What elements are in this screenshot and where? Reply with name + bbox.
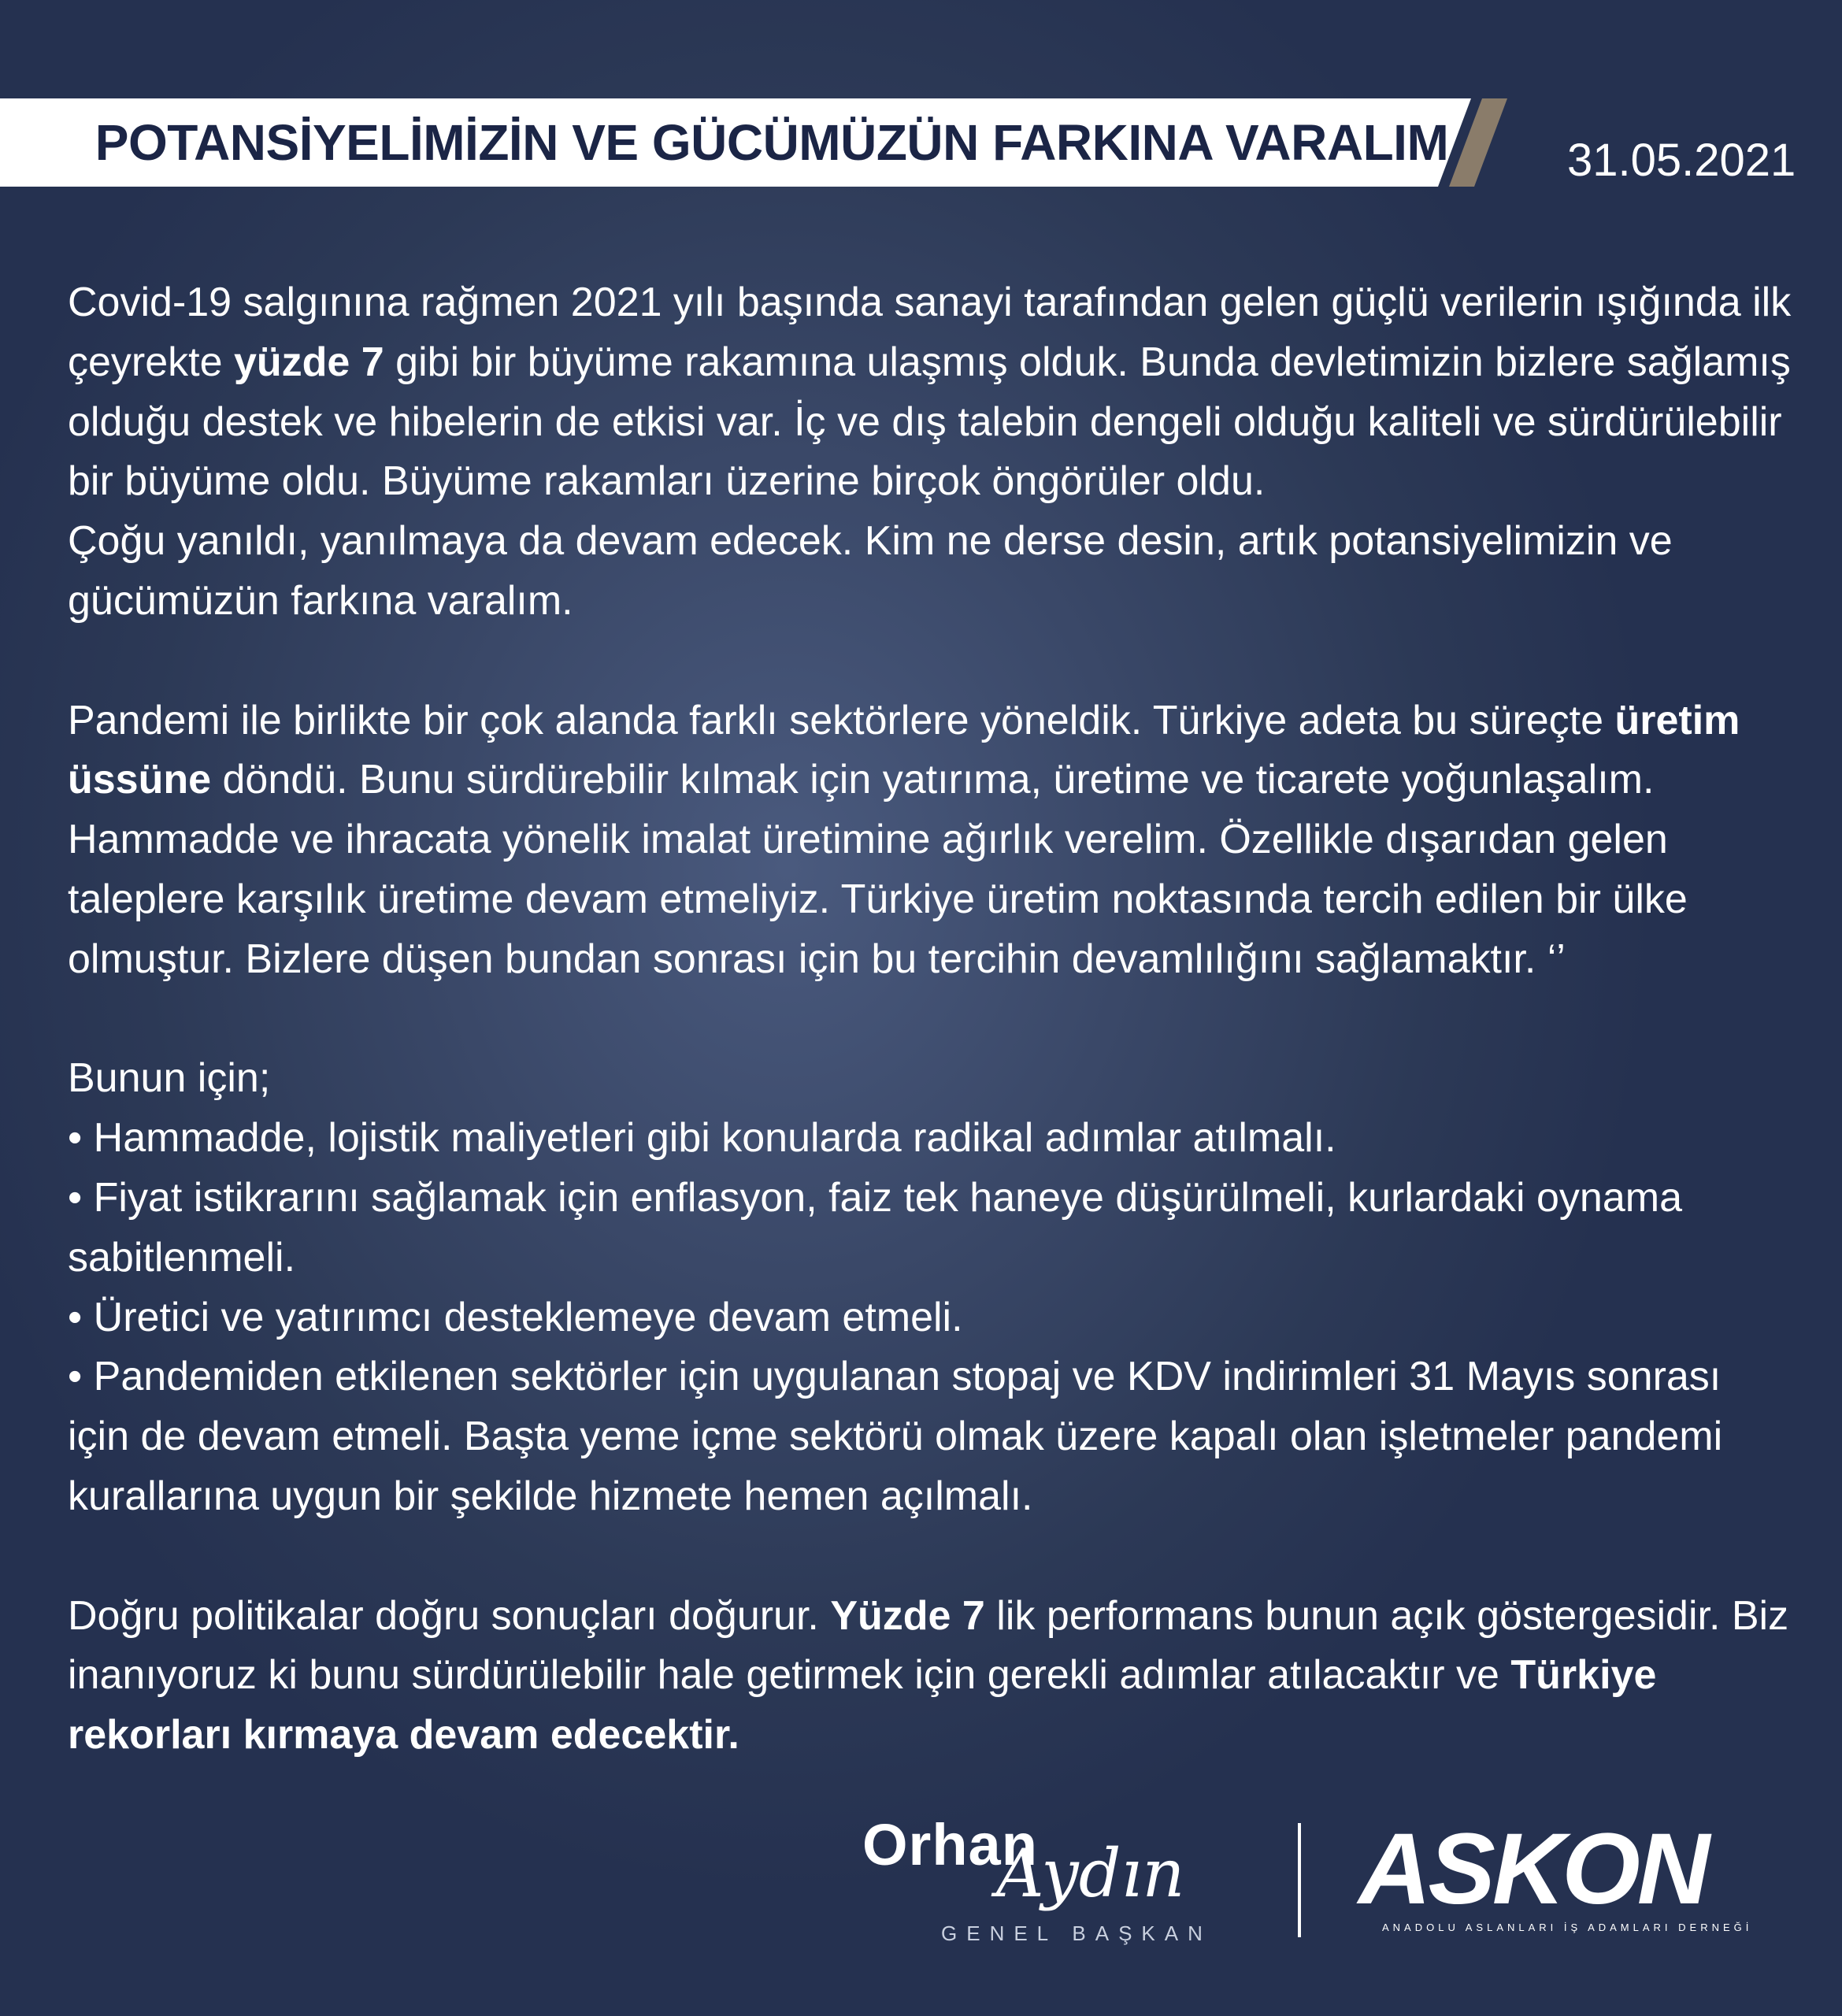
signature-role: GENEL BAŞKAN <box>941 1922 1212 1945</box>
text-span: döndü. Bunu sürdürebilir kılmak için yatırıma, üretime ve ticarete yoğunlaşalım. Hammadde ve ihracata yönelik imalat üretimine ağırlık verelim. Özellikle dışarıdan gelen taleplere karşılık üretime devam etmeliyiz. Türkiye üretim noktasında tercih edilen bir ülke olmuştur. Bizlere düşen bundan sonrası için bu tercihin devamlılığını sağlamaktır. ‘’ <box>68 757 1688 982</box>
signature-first-name: Orhan <box>862 1812 1038 1877</box>
logo-wordmark: ASKON <box>1358 1813 1707 1925</box>
askon-logo <box>1358 1813 1753 1937</box>
bold-span: yüzde 7 <box>233 339 384 385</box>
list-intro: Bunun için; <box>68 1055 271 1102</box>
bold-span: üretim üssüne <box>68 697 1740 803</box>
bold-span: Yüzde 7 <box>830 1592 985 1639</box>
signature <box>862 1811 1240 1953</box>
signature-last-name: Aydın <box>996 1835 1185 1912</box>
article-body <box>68 273 1792 1766</box>
text-span: Doğru politikalar doğru sonuçları doğurur. <box>68 1592 831 1639</box>
paragraph-1 <box>68 273 1792 512</box>
text-span: Pandemi ile birlikte bir çok alanda farklı sektörlere yöneldik. Türkiye adeta bu süreçte <box>68 697 1615 743</box>
bold-span: Türkiye rekorları kırmaya devam edecektir. <box>68 1652 1657 1758</box>
bullet-item: • Pandemiden etkilenen sektörler için uygulanan stopaj ve KDV indirimleri 31 Mayıs sonrası için de devam etmeli. Başta yeme içme sektörü olmak üzere kapalı olan işletmeler pandemi kurallarına uygun bir şekilde hizmete hemen açılmalı. <box>68 1354 1723 1519</box>
text-span: Covid-19 salgınına rağmen 2021 yılı başında sanayi tarafından gelen güçlü verilerin ışığında ilk çeyrekte <box>68 280 1792 385</box>
bullet-item: • Üretici ve yatırımcı desteklemeye devam etmeli. <box>68 1294 963 1340</box>
divider <box>1298 1823 1301 1937</box>
bullet-item: • Fiyat istikrarını sağlamak için enflasyon, faiz tek haneye düşürülmeli, kurlardaki oynama sabitlenmeli. <box>68 1174 1682 1280</box>
text-span: Çoğu yanıldı, yanılmaya da devam edecek. Kim ne derse desin, artık potansiyelimizin ve gücümüzün farkına varalım. <box>68 518 1673 624</box>
bullet-item: • Hammadde, lojistik maliyetleri gibi konularda radikal adımlar atılmalı. <box>68 1115 1336 1162</box>
paragraph-1-cont <box>68 512 1792 632</box>
text-span: gibi bir büyüme rakamına ulaşmış olduk. Bunda devletimizin bizlere sağlamış olduğu destek ve hibelerin de etkisi var. İç ve dış talebin dengeli olduğu kaliteli ve sürdürülebilir bir büyüme oldu. Büyüme rakamları üzerine birçok öngörüler oldu. <box>68 339 1791 505</box>
page-title: POTANSİYELİMİZİN VE GÜCÜMÜZÜN FARKINA VARALIM <box>95 114 1449 171</box>
date-label: 31.05.2021 <box>1567 135 1796 186</box>
paragraph-4 <box>68 1587 1792 1766</box>
paragraph-2 <box>68 691 1792 990</box>
text-span: lik performans bunun açık göstergesidir. Biz inanıyoruz ki bunu sürdürülebilir hale getirmek için gerekli adımlar atılacaktır ve <box>68 1592 1789 1699</box>
logo-subtitle: ANADOLU ASLANLARI İŞ ADAMLARI DERNEĞİ <box>1382 1922 1753 1933</box>
